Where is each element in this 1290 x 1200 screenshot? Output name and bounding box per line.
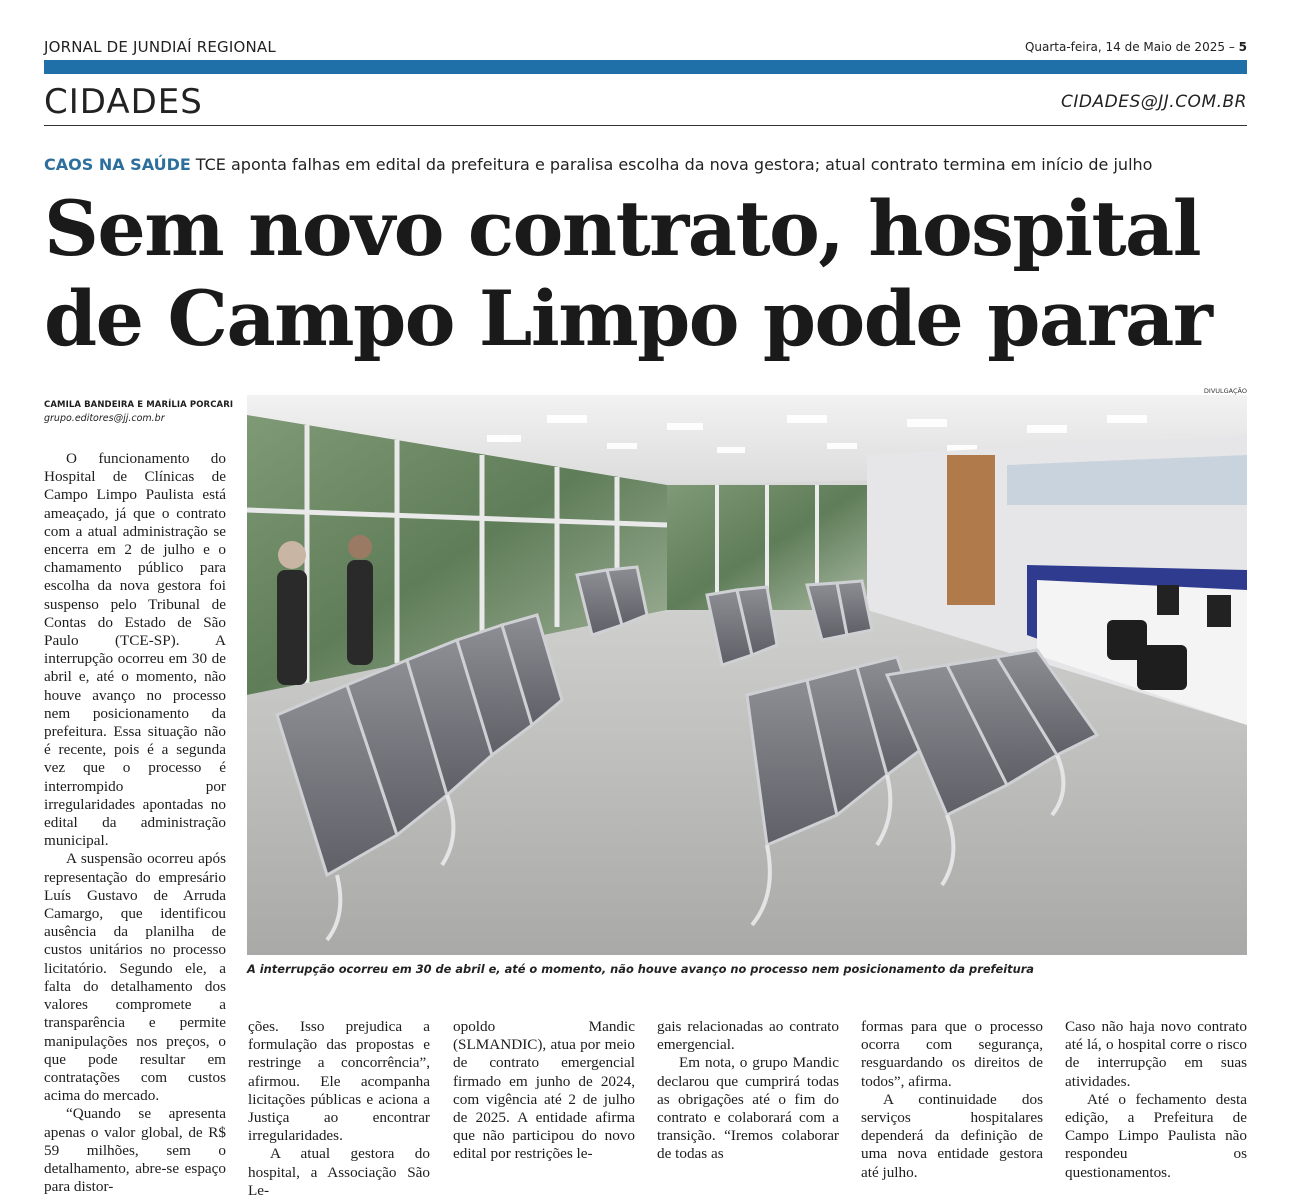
byline-email: grupo.editores@jj.com.br <box>44 413 165 424</box>
headline-line-1: Sem novo contrato, hospital <box>44 184 1201 273</box>
headline-line-2: de Campo Limpo pode parar <box>44 274 1212 363</box>
paragraph: O funcionamento do Hospital de Clínicas de Campo Limpo Paulista está ameaçado, já que o contrato com a atual administração se encerra em 2 de julho e o chamamento público para escolha da nova gestora foi suspenso pelo Tribunal de Contas do Estado de São Paulo (TCE-SP). A interrupção ocorreu em 30 de abril e, até o momento, não houve avanço no processo nem posicionamento da prefeitura. Essa situação não é recente, pois é a segunda vez que o processo é interrompido por irregularidades apontadas no edital da administração municipal. <box>44 450 226 850</box>
paragraph: Caso não haja novo contrato até lá, o hospital corre o risco de interrupção em suas atividades. <box>1065 1018 1247 1090</box>
article-column-3 <box>453 1018 635 1164</box>
paragraph: ções. Isso prejudica a formulação das propostas e restringe a concorrência”, afirmou. Ele acompanha licitações públicas e aciona a Justiça ao encontrar irregularidades. <box>248 1018 430 1145</box>
issue-info <box>1025 40 1247 54</box>
section-header <box>44 80 1247 126</box>
paragraph: formas para que o processo ocorra com segurança, resguardando os direitos de todos”, afirma. <box>861 1018 1043 1090</box>
paragraph: A atual gestora do hospital, a Associação São Le- <box>248 1145 430 1199</box>
paragraph: gais relacionadas ao contrato emergencial. <box>657 1018 839 1054</box>
article-subhead <box>44 155 1247 174</box>
article-column-4 <box>657 1018 839 1164</box>
masthead <box>44 38 1247 58</box>
article-column-6 <box>1065 1018 1247 1182</box>
photo-credit: DIVULGAÇÃO <box>1203 387 1247 395</box>
article-column-5 <box>861 1018 1043 1182</box>
hospital-waiting-room-photo <box>247 395 1247 955</box>
header-color-bar <box>44 60 1247 74</box>
section-email: CIDADES@JJ.COM.BR <box>1061 92 1247 112</box>
paragraph: Em nota, o grupo Mandic declarou que cumprirá todas as obrigações até o fim do contrato e colaborará com a transição. “Iremos colaborar de todas as <box>657 1054 839 1163</box>
article-headline <box>44 184 1247 364</box>
newspaper-name: JORNAL DE JUNDIAÍ REGIONAL <box>44 38 276 56</box>
article-column-1 <box>44 450 226 1196</box>
paragraph: opoldo Mandic (SLMANDIC), atua por meio de contrato emergencial firmado em junho de 2024, com vigência até 2 de julho de 2025. A entidade afirma que não participou do novo edital por restrições le- <box>453 1018 635 1163</box>
paragraph: A continuidade dos serviços hospitalares dependerá da definição de uma nova entidade gestora até julho. <box>861 1090 1043 1181</box>
issue-date: Quarta-feira, 14 de Maio de 2025 <box>1024 40 1225 54</box>
byline-authors: CAMILA BANDEIRA E MARÍLIA PORCARI <box>44 400 234 410</box>
paragraph: Até o fechamento desta edição, a Prefeitura de Campo Limpo Paulista não respondeu os questionamentos. <box>1065 1090 1247 1181</box>
section-title: CIDADES <box>44 82 203 122</box>
photo-caption: A interrupção ocorreu em 30 de abril e, até o momento, não houve avanço no processo nem posicionamento da prefeitura <box>247 962 1034 976</box>
paragraph: “Quando se apresenta apenas o valor global, de R$ 59 milhões, sem o detalhamento, abre-se espaço para distor- <box>44 1105 226 1196</box>
article-subhead-text: TCE aponta falhas em edital da prefeitura e paralisa escolha da nova gestora; atual contrato termina em início de julho <box>195 155 1153 174</box>
article-kicker: CAOS NA SAÚDE <box>44 155 191 174</box>
article-column-2 <box>248 1018 430 1200</box>
issue-separator: – <box>1228 40 1235 54</box>
page-number: 5 <box>1238 40 1247 54</box>
photo-illustration <box>247 395 1247 955</box>
paragraph: A suspensão ocorreu após representação do empresário Luís Gustavo de Arruda Camargo, que identificou ausência da planilha de custos unitários no processo licitatório. Segundo ele, a falta do detalhamento dos valores compromete a transparência e permite manipulações nos preços, o que pode resultar em contratações com custos acima do mercado. <box>44 850 226 1105</box>
byline <box>44 400 234 424</box>
